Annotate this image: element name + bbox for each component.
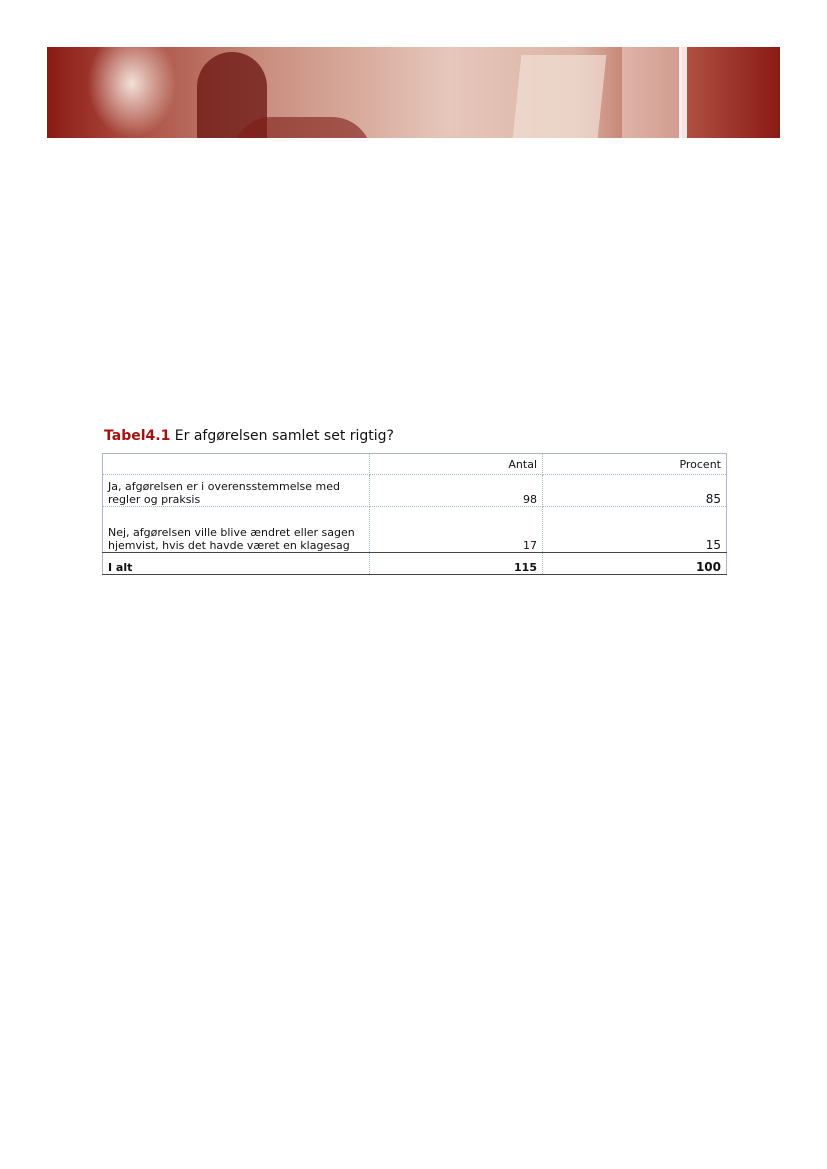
table-caption-label: Tabel4.1: [104, 428, 171, 444]
table-row: [103, 507, 727, 553]
total-antal: 115: [370, 553, 543, 575]
row-antal: 17: [370, 507, 543, 553]
header-cell-procent: Procent: [543, 454, 727, 475]
table-row: [103, 475, 727, 507]
table-header-row: [103, 454, 727, 475]
row-label: Ja, afgørelsen er i overensstemmelse med regler og praksis: [103, 475, 370, 507]
table-caption-title: Er afgørelsen samlet set rigtig?: [170, 428, 394, 444]
total-label: I alt: [103, 553, 370, 575]
row-procent: 85: [543, 475, 727, 507]
table-caption: [104, 428, 394, 444]
table-total-row: [103, 553, 727, 575]
row-procent: 15: [543, 507, 727, 553]
header-cell-antal: Antal: [370, 454, 543, 475]
header-cell-empty: [103, 454, 370, 475]
results-table: [102, 453, 727, 575]
total-procent: 100: [543, 553, 727, 575]
row-label: Nej, afgørelsen ville blive ændret eller sagen hjemvist, hvis det havde været en klagesag: [103, 507, 370, 553]
row-antal: 98: [370, 475, 543, 507]
header-banner-image: [47, 47, 780, 138]
